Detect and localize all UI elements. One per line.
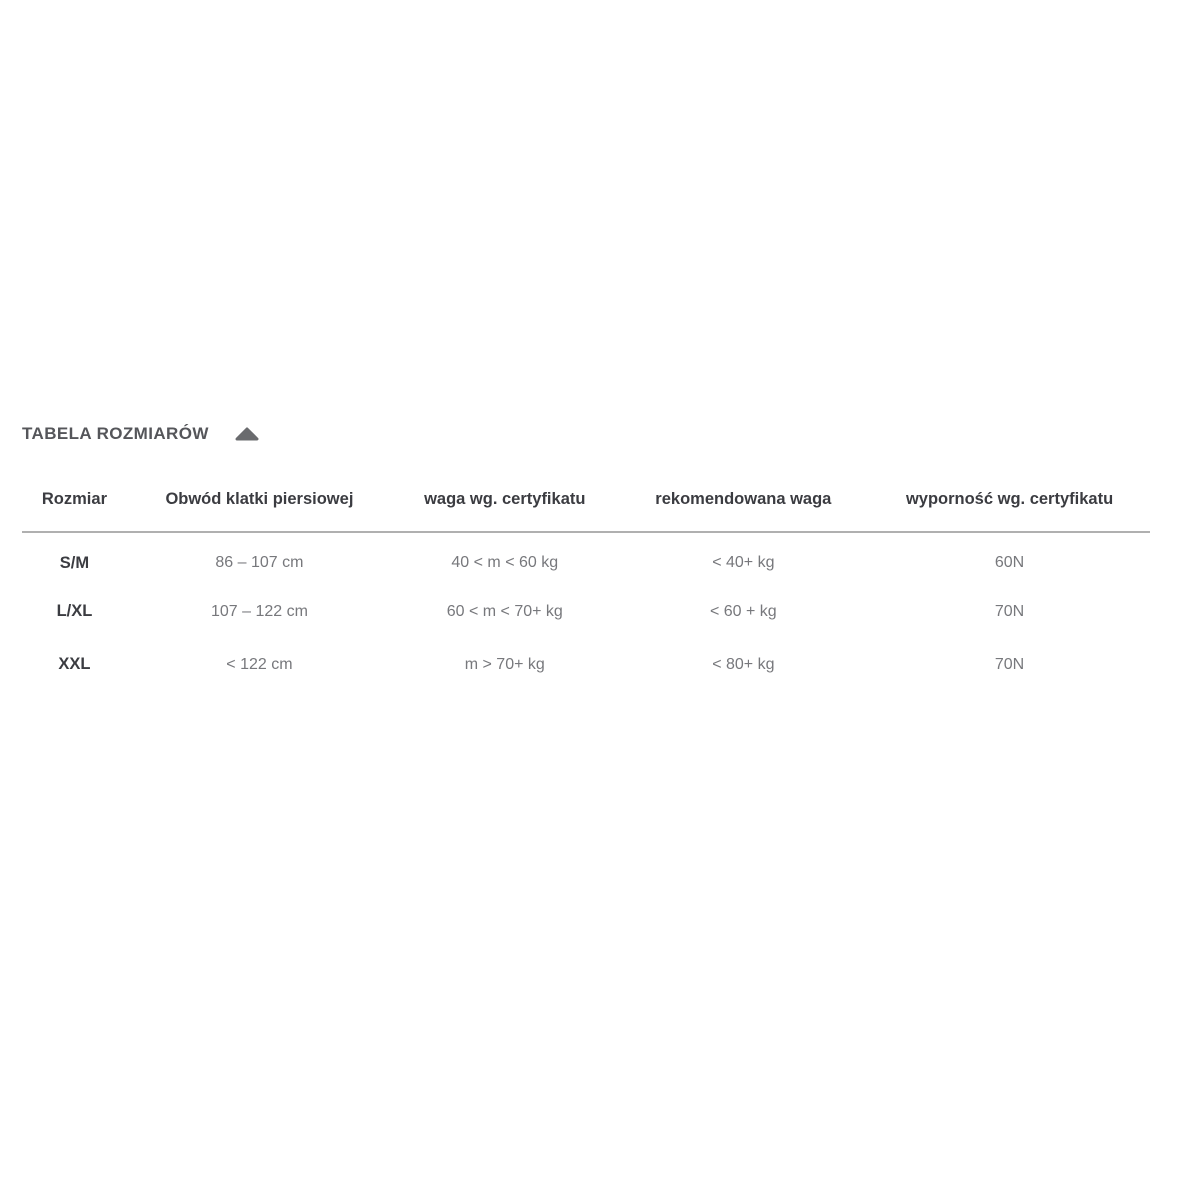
header-waga-certyfikat: waga wg. certyfikatu xyxy=(392,476,618,532)
cert-weight-value: 40 < m < 60 kg xyxy=(451,554,559,571)
recommended-weight-value: < 40+ kg xyxy=(712,554,775,571)
chest-value: 107 – 122 cm xyxy=(210,602,308,620)
chest-value: < 122 cm xyxy=(226,655,293,673)
size-value: S/M xyxy=(59,553,90,572)
cert-weight-value: 60 < m < 70+ kg xyxy=(446,602,563,620)
size-table-section-header[interactable] xyxy=(22,424,1150,444)
recommended-weight-value: < 60 + kg xyxy=(709,602,777,620)
chest-value: 86 – 107 cm xyxy=(215,554,304,571)
table-row-lxl xyxy=(22,585,1150,638)
header-row xyxy=(22,476,1150,532)
header-rozmiar: Rozmiar xyxy=(22,476,127,532)
buoyancy-value: 70N xyxy=(994,602,1025,620)
size-table-head xyxy=(22,476,1150,532)
size-table xyxy=(22,476,1150,691)
size-value: L/XL xyxy=(56,602,93,620)
size-table-body xyxy=(22,532,1150,691)
header-wypornosc: wyporność wg. certyfikatu xyxy=(869,476,1150,532)
header-obwod-klatki: Obwód klatki piersiowej xyxy=(127,476,392,532)
triangle-up-icon[interactable] xyxy=(235,427,259,441)
table-row-xxl xyxy=(22,638,1150,691)
recommended-weight-value: < 80+ kg xyxy=(712,655,775,673)
cert-weight-value: m > 70+ kg xyxy=(464,655,545,673)
buoyancy-value: 60N xyxy=(994,554,1025,571)
size-value: XXL xyxy=(58,655,91,673)
table-row-sm xyxy=(22,532,1150,585)
buoyancy-value: 70N xyxy=(994,655,1025,673)
header-rekomendowana-waga: rekomendowana waga xyxy=(618,476,870,532)
section-title: TABELA ROZMIARÓW xyxy=(22,424,209,443)
